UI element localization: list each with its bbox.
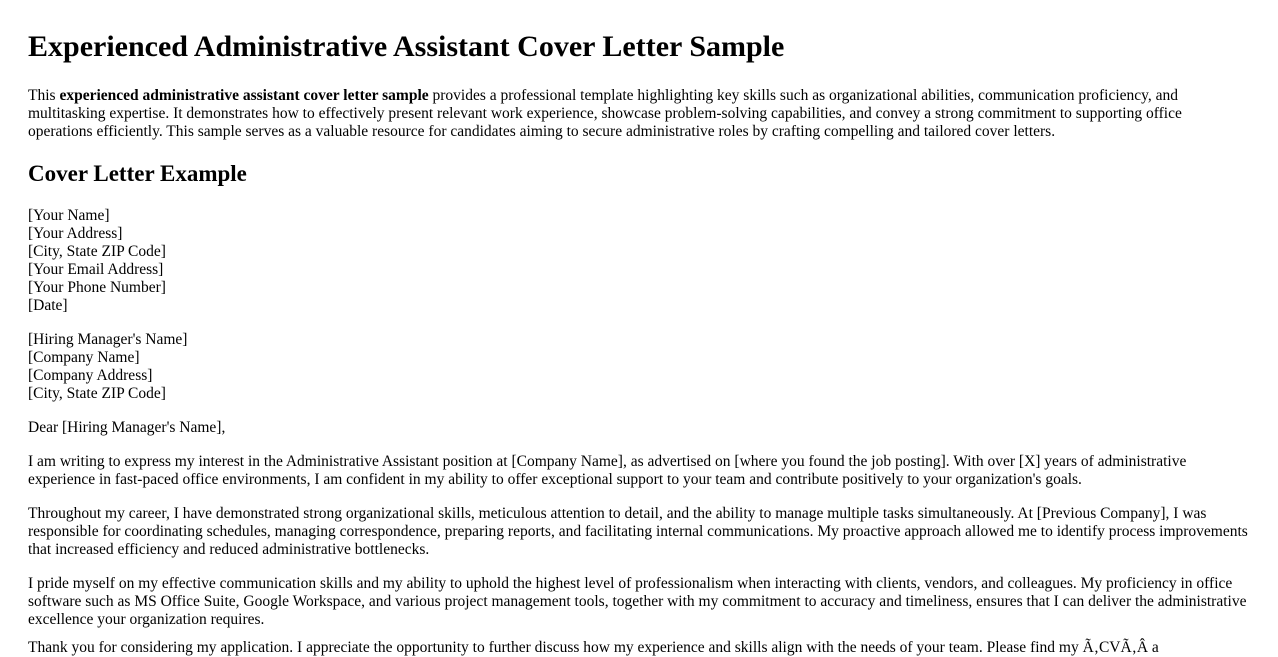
intro-suffix: provides a professional template highlighting key skills such as organizational abilities, communication proficiency, and multitasking expertise. It demonstrates how to effectively present relevant work experience, showcase problem-solving capabilities, and convey a strong commitment to supporting office operations efficiently. This sample serves as a valuable resource for candidates aiming to secure administrative roles by crafting compelling and tailored cover letters.: [28, 87, 1182, 140]
body-paragraph-4: Thank you for considering my application. I appreciate the opportunity to further discuss how my experience and skills align with the needs of your team. Please find my Ã‚CVÃ‚Â a: [28, 639, 1159, 656]
intro-prefix: This: [28, 87, 60, 104]
sender-address: [Your Address]: [28, 225, 123, 242]
sender-block: [28, 207, 1250, 315]
recipient-block: [28, 331, 1250, 403]
recipient-address: [Company Address]: [28, 367, 153, 384]
recipient-city: [City, State ZIP Code]: [28, 385, 166, 402]
sender-phone: [Your Phone Number]: [28, 279, 166, 296]
page-title: Experienced Administrative Assistant Cover Letter Sample: [28, 30, 785, 63]
sender-date: [Date]: [28, 297, 68, 314]
sender-email: [Your Email Address]: [28, 261, 164, 278]
intro-bold-phrase: experienced administrative assistant cover letter sample: [59, 87, 429, 104]
salutation: Dear [Hiring Manager's Name],: [28, 419, 226, 436]
body-paragraph-2: Throughout my career, I have demonstrated strong organizational skills, meticulous attention to detail, and the ability to manage multiple tasks simultaneously. At [Previous Company], I was responsible for coordinating schedules, managing correspondence, preparing reports, and facilitating internal communications. My proactive approach allowed me to identify process improvements that increased efficiency and reduced administrative bottlenecks.: [28, 505, 1248, 558]
recipient-company: [Company Name]: [28, 349, 140, 366]
intro-paragraph: [28, 87, 1248, 141]
body-paragraph-1: I am writing to express my interest in the Administrative Assistant position at [Company Name], as advertised on [where you found the job posting]. With over [X] years of administrative experience in fast-paced office environments, I am confident in my ability to offer exceptional support to your team and contribute positively to your organization's goals.: [28, 453, 1187, 488]
section-heading: Cover Letter Example: [28, 161, 247, 186]
body-paragraph-3: I pride myself on my effective communication skills and my ability to uphold the highest level of professionalism when interacting with clients, vendors, and colleagues. My proficiency in office software such as MS Office Suite, Google Workspace, and various project management tools, together with my commitment to accuracy and timeliness, ensures that I can deliver the administrative excellence your organization requires.: [28, 575, 1247, 628]
recipient-manager: [Hiring Manager's Name]: [28, 331, 188, 348]
sender-name: [Your Name]: [28, 207, 110, 224]
sender-city: [City, State ZIP Code]: [28, 243, 166, 260]
